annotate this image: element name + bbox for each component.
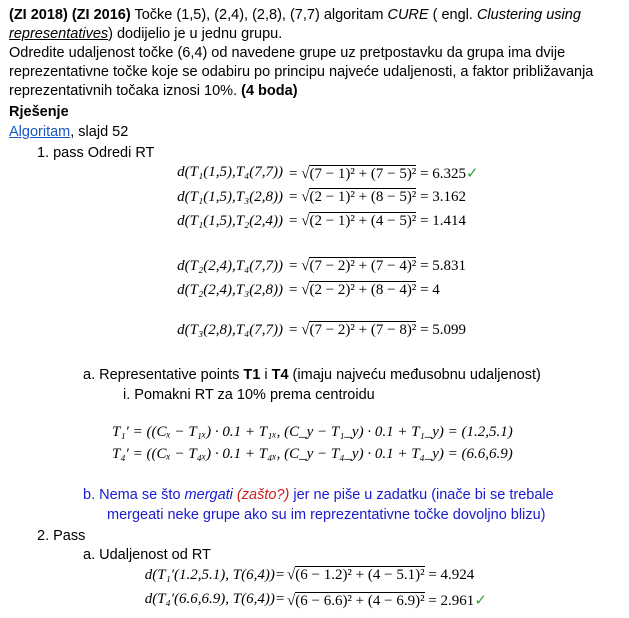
formula-d12-rhs: = √(2 − 1)² + (4 − 5)² = 1.414	[289, 213, 467, 229]
step-1a-i: i. Pomakni RT za 10% prema centroidu	[123, 387, 375, 403]
intro-line-1: (ZI 2018) (ZI 2016) Točke (1,5), (2,4), (2,8), (7,7) algoritam CURE ( engl. Clustering using	[9, 7, 581, 23]
formula-d14-rhs: = √(7 − 1)² + (7 − 5)² = 6.325✓	[289, 164, 479, 182]
step-2-title: 2. Pass	[37, 528, 86, 544]
points-label: (4 boda)	[241, 83, 298, 99]
formula-t4-prime: T₄′ = ((Cₓ − T₄ₓ) · 0.1 + T₄ₓ, (C_y − T₄_y) · 0.1 + T₄_y) = (6.6,6.9)	[112, 446, 513, 462]
formula-d12-lhs: d(T₁(1,5),T₂(2,4))	[177, 213, 283, 229]
formula-dp4-rhs: √(6 − 6.6)² + (4 − 6.9)² = 2.961✓	[287, 591, 487, 609]
formula-t1-prime: T₁′ = ((Cₓ − T₁ₓ) · 0.1 + T₁ₓ, (C_y − T₁_y) · 0.1 + T₁_y) = (1.2,5.1)	[112, 424, 513, 440]
formula-d23-rhs: = √(2 − 2)² + (8 − 4)² = 4	[289, 282, 440, 298]
intro-line-4: reprezentativne točke koje se odabiru po principu najveće udaljenosti, a faktor približavanja	[9, 64, 594, 80]
exam-tags: (ZI 2018) (ZI 2016)	[9, 7, 131, 23]
step-2a: a. Udaljenost od RT	[83, 547, 211, 563]
formula-d24-rhs: = √(7 − 2)² + (7 − 4)² = 5.831	[289, 258, 467, 274]
step-1a: a. Representative points T1 i T4 (imaju najveću međusobnu udaljenost)	[83, 367, 541, 383]
zasto-note: (zašto?)	[232, 487, 290, 503]
algoritam-link[interactable]: Algoritam	[9, 124, 71, 140]
formula-dp4-lhs: d(T₄′(6.6,6.9), T(6,4))=	[144, 591, 285, 607]
intro-line-2: representatives) dodijelio je u jednu grupu.	[9, 26, 283, 42]
check-mark-icon: ✓	[466, 164, 479, 182]
intro-line-3: Odredite udaljenost točke (6,4) od navedene grupe uz pretpostavku da grupa ima dvije	[9, 45, 566, 61]
formula-d23-lhs: d(T₂(2,4),T₃(2,8))	[177, 282, 283, 298]
slide-reference: Algoritam, slajd 52	[9, 124, 129, 140]
formula-dp1-rhs: √(6 − 1.2)² + (4 − 5.1)² = 4.924	[287, 567, 475, 583]
formula-d13-rhs: = √(2 − 1)² + (8 − 5)² = 3.162	[289, 189, 467, 205]
step-1-title: 1. pass Odredi RT	[37, 145, 155, 161]
solution-title: Rješenje	[9, 104, 69, 120]
formula-d24-lhs: d(T₂(2,4),T₄(7,7))	[177, 258, 283, 274]
formula-d34-rhs: = √(7 − 2)² + (7 − 8)² = 5.099	[289, 322, 467, 338]
check-mark-icon: ✓	[474, 591, 487, 609]
formula-d34-lhs: d(T₃(2,8),T₄(7,7))	[177, 322, 283, 338]
step-1b-line-2: mergeati neke grupe ako su im reprezentativne točke dovoljno blizu)	[107, 507, 546, 523]
intro-line-5: reprezentativnih točaka iznosi 10%. (4 boda)	[9, 83, 298, 99]
formula-dp1-lhs: d(T₁′(1.2,5.1), T(6,4))=	[144, 567, 285, 583]
formula-d13-lhs: d(T₁(1,5),T₃(2,8))	[177, 189, 283, 205]
step-1b: b. Nema se što mergati (zašto?) jer ne piše u zadatku (inače bi se trebale	[83, 487, 554, 503]
cure-term: CURE	[387, 7, 429, 23]
formula-d14-lhs: d(T₁(1,5),T₄(7,7))	[177, 164, 283, 180]
